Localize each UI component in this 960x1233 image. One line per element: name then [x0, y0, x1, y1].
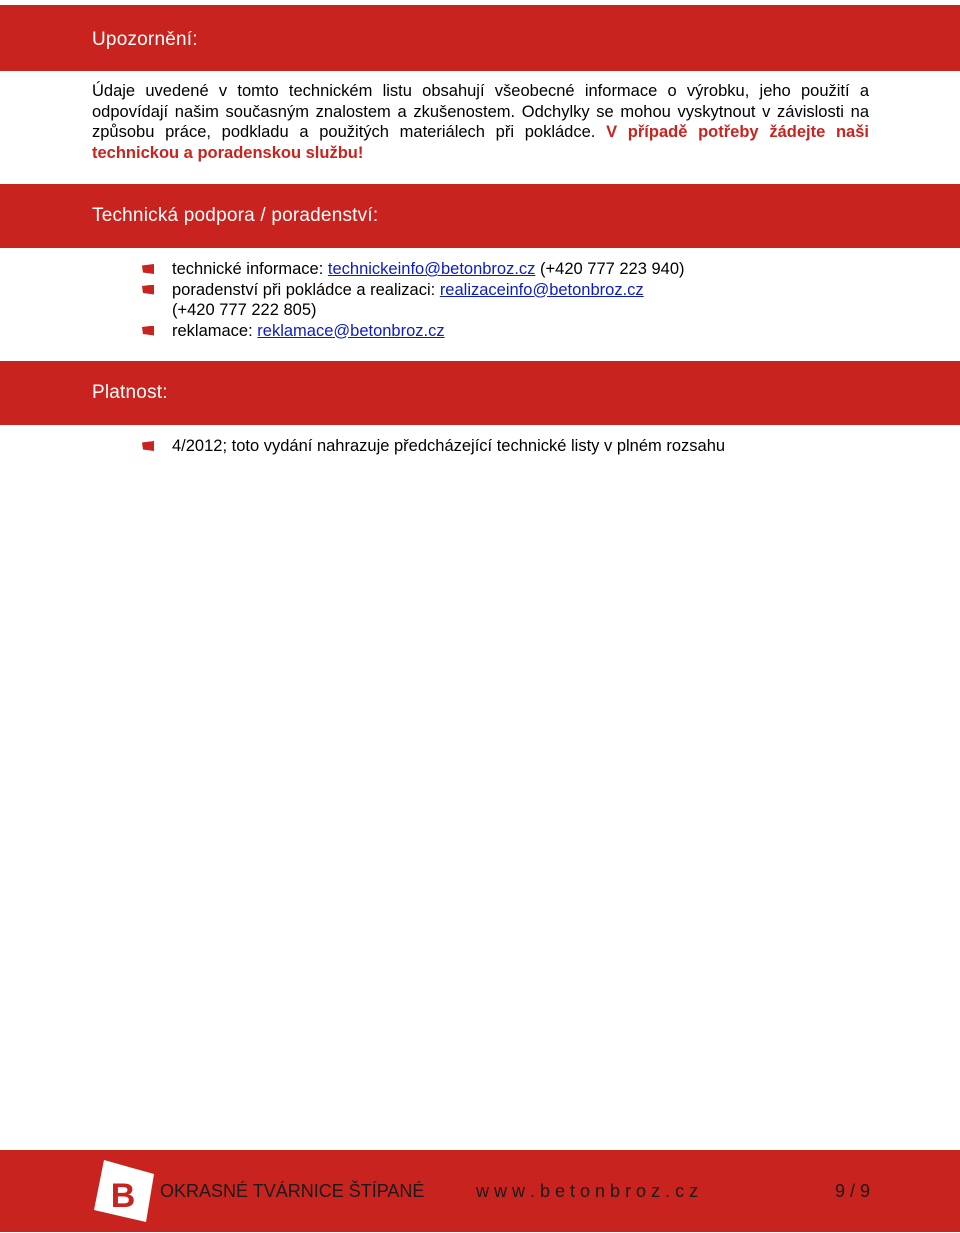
notice-title: Upozornění:: [92, 29, 198, 50]
support-title: Technická podpora / poradenství:: [92, 205, 379, 226]
bullet-icon: [142, 326, 154, 336]
support-item-label: reklamace:: [172, 321, 258, 340]
bullet-icon: [142, 441, 154, 451]
footer-website: w w w . b e t o n b r o z . c z: [476, 1181, 699, 1201]
notice-paragraph: [92, 81, 869, 163]
validity-list: [140, 436, 725, 457]
notice-text-bold: V případě potřeby žádejte naši technickou a poradenskou službu!: [92, 123, 869, 162]
support-header-band: [0, 184, 960, 248]
support-list: [140, 259, 685, 341]
page-number: 9 / 9: [835, 1181, 871, 1201]
bullet-icon: [142, 285, 154, 295]
bullet-icon: [142, 264, 154, 274]
support-item-phone: (+420 777 222 805): [172, 301, 317, 319]
realization-email-link[interactable]: realizaceinfo@betonbroz.cz: [439, 280, 644, 299]
list-item: [140, 259, 685, 280]
list-item: [140, 436, 725, 457]
validity-text: 4/2012; toto vydání nahrazuje předcházející technické listy v plném rozsahu: [172, 437, 726, 455]
notice-header-band: [0, 5, 960, 71]
validity-title: Platnost:: [92, 382, 168, 403]
notice-text: Údaje uvedené v tomto technickém listu obsahují všeobecné informace o výrobku, jeho použití a odpovídají našim současným znalostem a zkušenostem. Odchylky se mohou vyskytnout v závislosti na způsobu práce, podkladu a použitých materiálech při pokládce.: [92, 82, 869, 142]
support-item-label: poradenství při pokládce a realizaci:: [172, 280, 440, 299]
support-item-label: technické informace:: [172, 260, 328, 278]
list-item: [140, 280, 685, 321]
list-item: [140, 321, 685, 342]
logo-letter: B: [110, 1177, 136, 1215]
complaints-email-link[interactable]: reklamace@betonbroz.cz: [257, 321, 445, 340]
company-logo-icon: [94, 1160, 154, 1222]
footer-product: OKRASNÉ TVÁRNICE ŠTÍPANÉ: [160, 1181, 425, 1201]
validity-header-band: [0, 361, 960, 425]
support-item-phone: (+420 777 223 940): [535, 260, 685, 278]
tech-info-email-link[interactable]: technickeinfo@betonbroz.cz: [327, 260, 536, 278]
